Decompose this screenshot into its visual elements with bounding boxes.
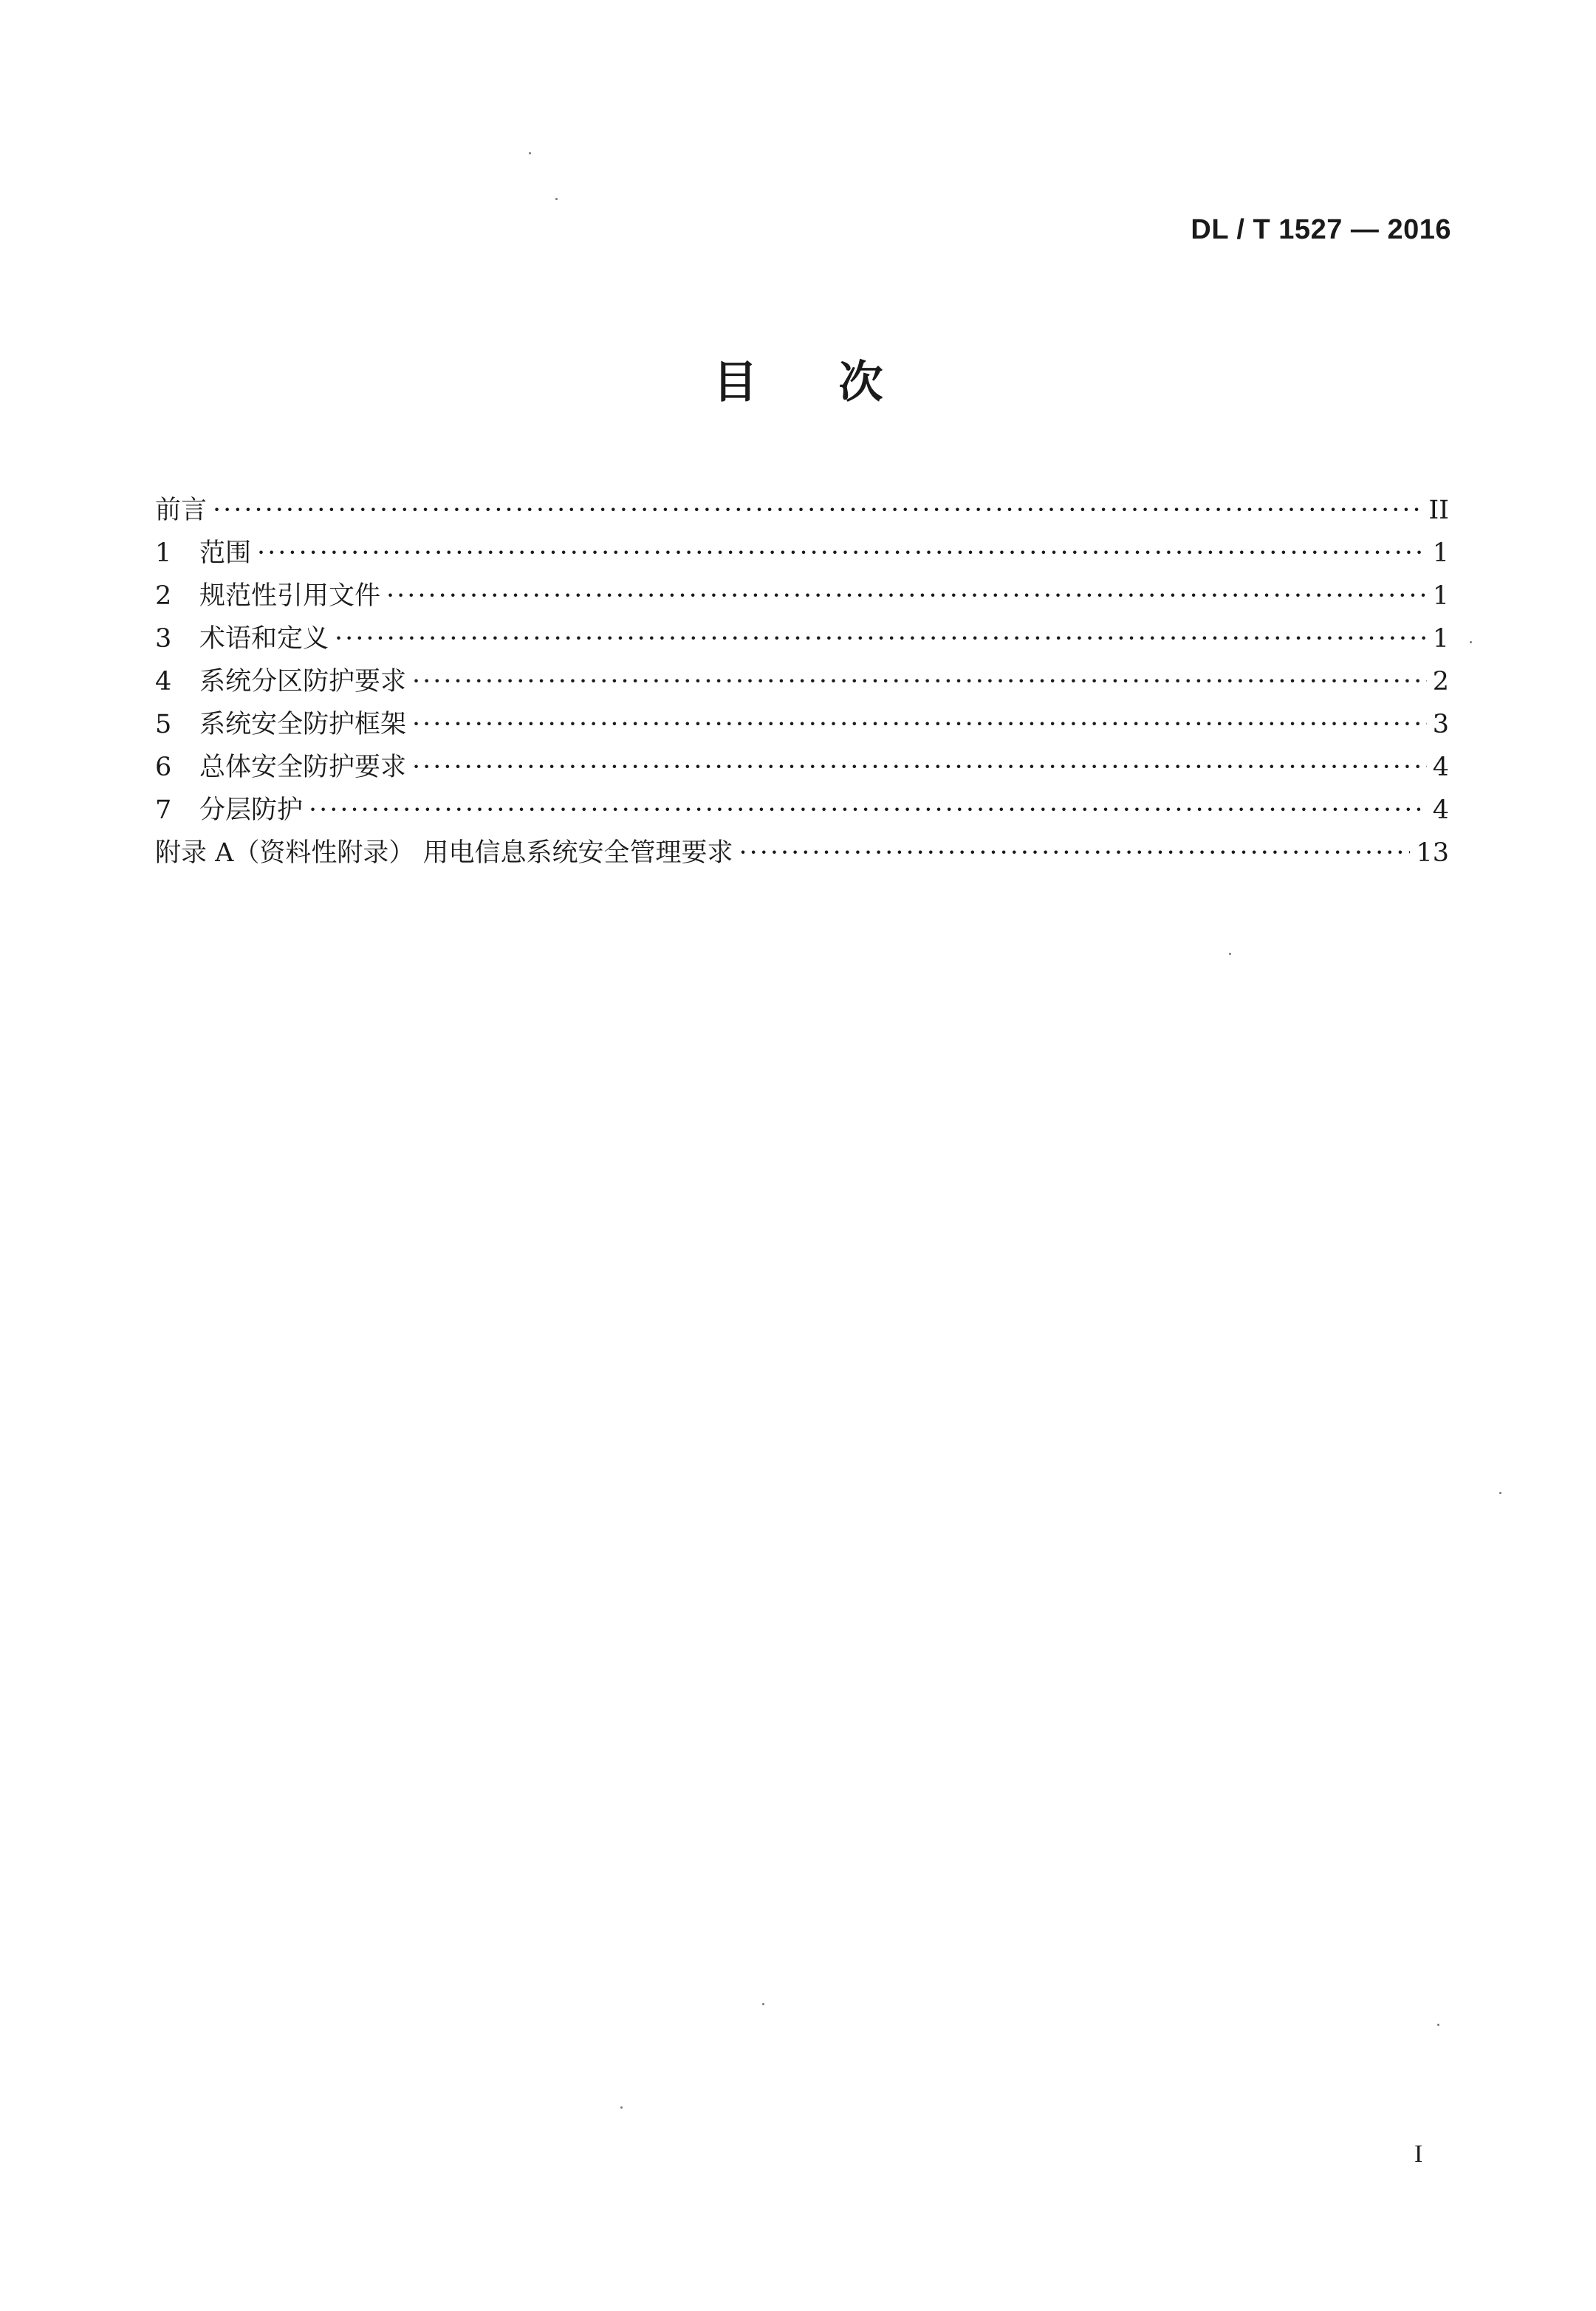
- toc-entry-4[interactable]: [155, 663, 1449, 706]
- scan-speck: [1470, 641, 1472, 643]
- toc-entry-appendix-a[interactable]: [155, 835, 1449, 877]
- document-code: DL / T 1527 — 2016: [1191, 214, 1451, 245]
- toc-entry-page: II: [1428, 496, 1449, 525]
- toc-entry-label: 总体安全防护要求: [199, 753, 407, 782]
- toc-dot-leader: [335, 620, 1427, 657]
- toc-entry-page: 3: [1432, 710, 1449, 739]
- toc-entry-number: 4: [155, 667, 172, 696]
- toc-dot-leader: [309, 792, 1427, 829]
- toc-dot-leader: [386, 578, 1427, 614]
- toc-dot-leader: [257, 535, 1427, 572]
- toc-entry-5[interactable]: [155, 706, 1449, 749]
- toc-dot-leader: [412, 663, 1427, 700]
- toc-entry-label: 系统安全防护框架: [199, 710, 407, 739]
- page-number: I: [1414, 2140, 1423, 2168]
- toc-entry-1[interactable]: [155, 535, 1449, 578]
- toc-entry-number: 3: [155, 624, 172, 654]
- toc-entry-3[interactable]: [155, 620, 1449, 663]
- toc-entry-foreword[interactable]: [155, 492, 1449, 535]
- toc-entry-page: 4: [1432, 795, 1449, 825]
- toc-entry-number: 7: [155, 795, 172, 825]
- toc-entry-number: 5: [155, 710, 172, 739]
- scan-speck: [620, 2106, 623, 2109]
- toc-entry-page: 1: [1432, 624, 1449, 654]
- toc-entry-label: 分层防护: [199, 795, 304, 825]
- toc-entry-label: 范围: [199, 538, 252, 568]
- toc-entry-page: 1: [1432, 581, 1449, 611]
- toc-entry-page: 4: [1432, 753, 1449, 782]
- toc-dot-leader: [412, 706, 1427, 743]
- toc-entry-7[interactable]: [155, 792, 1449, 835]
- toc-entry-page: 2: [1432, 667, 1449, 696]
- toc-entry-number: 1: [155, 538, 172, 568]
- scan-speck: [1229, 953, 1231, 955]
- scan-speck: [555, 198, 558, 200]
- page-title: 目次: [713, 357, 965, 408]
- toc-entry-label: 规范性引用文件: [199, 581, 381, 611]
- toc-entry-label: 前言: [155, 496, 208, 525]
- toc-entry-label: 系统分区防护要求: [199, 667, 407, 696]
- table-of-contents: [155, 492, 1449, 877]
- scan-speck: [529, 152, 531, 154]
- scan-speck: [762, 2003, 764, 2005]
- toc-entry-6[interactable]: [155, 749, 1449, 792]
- toc-entry-2[interactable]: [155, 578, 1449, 620]
- scan-speck: [1499, 1492, 1501, 1494]
- toc-entry-label: 术语和定义: [199, 624, 329, 654]
- toc-entry-page: 13: [1416, 838, 1449, 868]
- toc-entry-label: 附录 A（资料性附录） 用电信息系统安全管理要求: [155, 838, 733, 868]
- toc-dot-leader: [213, 492, 1422, 529]
- toc-dot-leader: [739, 835, 1411, 872]
- toc-entry-page: 1: [1432, 538, 1449, 568]
- toc-entry-number: 6: [155, 753, 172, 782]
- toc-dot-leader: [412, 749, 1427, 786]
- toc-entry-number: 2: [155, 581, 172, 611]
- scan-speck: [1437, 2024, 1439, 2026]
